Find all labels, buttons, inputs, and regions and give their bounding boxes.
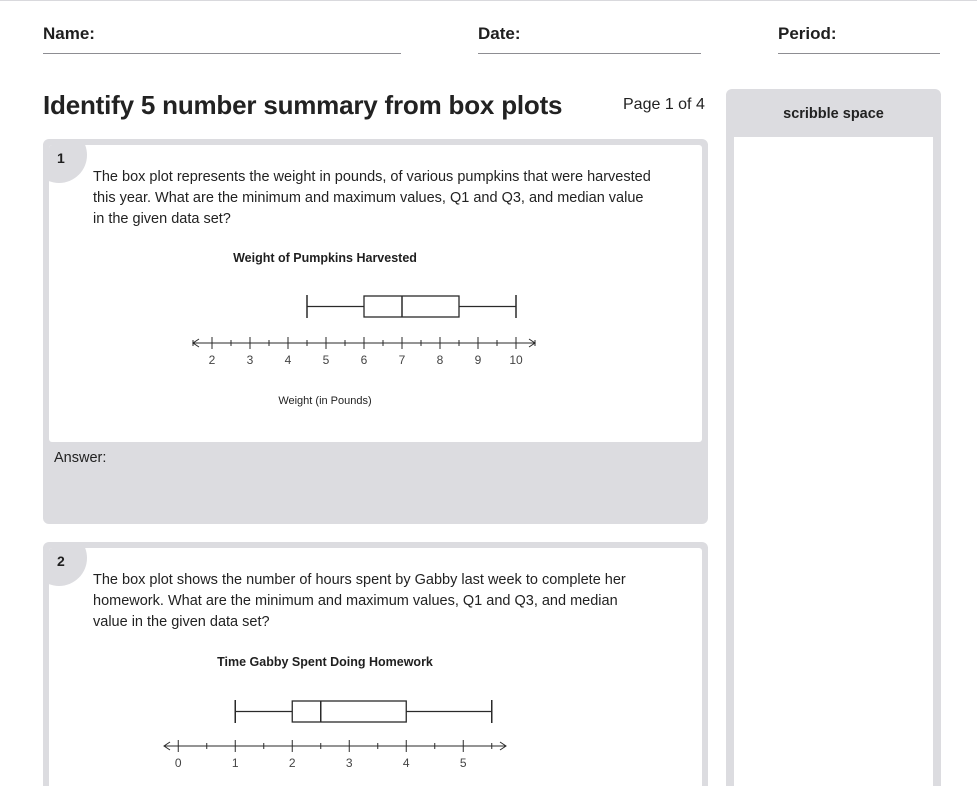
tick-label: 4 [284,353,292,367]
tick-label: 7 [398,353,406,367]
question-card-2 [43,542,708,786]
name-field[interactable] [43,24,401,54]
iqr-box [364,296,459,317]
tick-label: 2 [208,353,216,367]
question-text: The box plot represents the weight in pounds, of various pumpkins that were harvested this year. What are the minimum and maximum values, Q1 and Q3, and median value in the given data set? [93,169,651,227]
name-label: Name: [43,24,95,43]
tick-label: 4 [402,756,410,770]
page-indicator: Page 1 of 4 [623,96,705,113]
tick-label: 2 [288,756,296,770]
scribble-panel [726,89,941,786]
period-field[interactable] [778,24,940,54]
tick-label: 6 [360,353,368,367]
x-axis-label: Weight (in Pounds) [278,395,372,407]
question-body-2 [49,548,702,786]
tick-label: 1 [231,756,239,770]
tick-label: 9 [474,353,482,367]
tick-label: 8 [436,353,444,367]
question-card-1 [43,139,708,524]
tick-label: 10 [509,353,523,367]
box-plot-chart-1 [49,145,702,442]
question-number: 2 [57,553,65,569]
period-label: Period: [778,24,837,43]
chart-title: Weight of Pumpkins Harvested [233,251,417,265]
chart-title: Time Gabby Spent Doing Homework [217,655,433,669]
scribble-area[interactable] [734,137,933,786]
question-text: The box plot shows the number of hours spent by Gabby last week to complete her homework. What are the minimum and maximum values, Q1 and Q3, and median value in the given data set? [93,572,626,630]
tick-label: 3 [345,756,353,770]
top-border [0,0,977,1]
date-label: Date: [478,24,521,43]
date-field[interactable] [478,24,701,54]
tick-label: 0 [174,756,182,770]
question-number: 1 [57,150,65,166]
tick-label: 5 [322,353,330,367]
scribble-label: scribble space [783,106,884,122]
answer-label: Answer: [54,450,107,466]
box-plot-chart-2 [49,548,702,786]
question-body-1 [49,145,702,442]
iqr-box [292,701,406,722]
tick-label: 3 [246,353,254,367]
tick-label: 5 [459,756,467,770]
worksheet-title: Identify 5 number summary from box plots [43,90,563,120]
